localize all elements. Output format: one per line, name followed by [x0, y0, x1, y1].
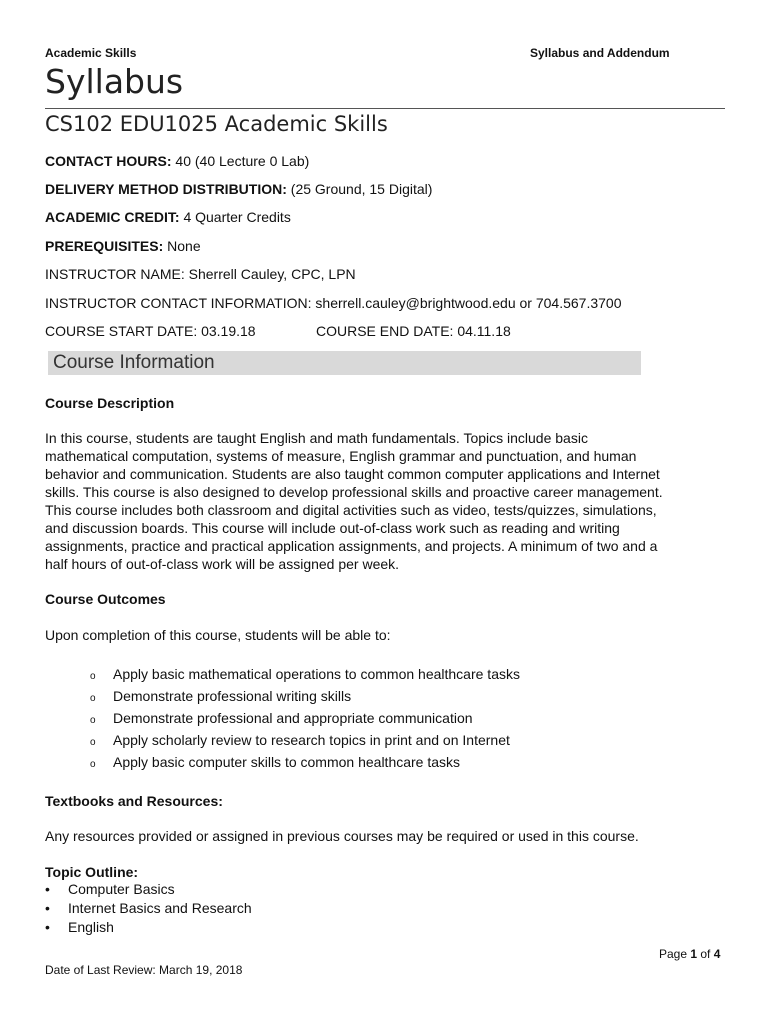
course-description-paragraph: [45, 429, 725, 573]
credit-label: ACADEMIC CREDIT:: [45, 209, 180, 225]
delivery-row: [45, 181, 432, 197]
topic-text: Internet Basics and Research: [68, 900, 252, 916]
last-review-date: Date of Last Review: March 19, 2018: [45, 963, 243, 977]
topic-text: Computer Basics: [68, 881, 175, 897]
contact-hours-row: [45, 153, 309, 169]
circle-bullet-icon: o: [90, 759, 96, 770]
bullet-icon: •: [45, 919, 50, 935]
circle-bullet-icon: o: [90, 715, 96, 726]
description-line: This course includes both classroom and digital activities such as video, tests/quizzes, simulations,: [45, 502, 657, 518]
credit-row: [45, 209, 291, 225]
prerequisites-label: PREREQUISITES:: [45, 238, 164, 254]
page-prefix: Page: [659, 947, 691, 961]
bullet-icon: •: [45, 881, 50, 897]
outcome-item: [90, 729, 520, 751]
course-outcomes-intro: Upon completion of this course, students will be able to:: [45, 627, 391, 643]
topic-item: [45, 899, 252, 918]
contact-hours-value: 40 (40 Lecture 0 Lab): [171, 153, 310, 169]
topic-outline-heading: Topic Outline:: [45, 864, 139, 880]
description-line: behavior and communication. Students are also taught common computer applications and Internet: [45, 466, 660, 482]
outcome-item: [90, 707, 520, 729]
outcome-item: [90, 751, 520, 773]
page-title: Syllabus: [45, 62, 184, 101]
outcome-text: Apply basic mathematical operations to common healthcare tasks: [113, 666, 520, 682]
instructor-name: INSTRUCTOR NAME: Sherrell Cauley, CPC, LPN: [45, 266, 356, 282]
circle-bullet-icon: o: [90, 693, 96, 704]
description-line: In this course, students are taught English and math fundamentals. Topics include basic: [45, 430, 588, 446]
instructor-contact: INSTRUCTOR CONTACT INFORMATION: sherrell.cauley@brightwood.edu or 704.567.3700: [45, 295, 622, 311]
contact-hours-label: CONTACT HOURS:: [45, 153, 172, 169]
description-line: and discussion boards. This course will include out-of-class work such as reading and writing: [45, 520, 620, 536]
topic-item: [45, 918, 252, 937]
textbooks-text: Any resources provided or assigned in previous courses may be required or used in this course.: [45, 828, 639, 844]
description-line: skills. This course is also designed to develop professional skills and proactive career management.: [45, 484, 663, 500]
page-total: 4: [713, 947, 721, 961]
page-of: of: [697, 947, 714, 961]
section-heading-course-information: Course Information: [53, 352, 215, 373]
prerequisites-value: None: [163, 238, 201, 254]
circle-bullet-icon: o: [90, 737, 96, 748]
course-outcomes-list: [90, 663, 520, 773]
outcome-text: Apply basic computer skills to common healthcare tasks: [113, 754, 461, 770]
circle-bullet-icon: o: [90, 671, 96, 682]
outcome-text: Apply scholarly review to research topics in print and on Internet: [113, 732, 510, 748]
textbooks-heading: Textbooks and Resources:: [45, 793, 223, 809]
outcome-item: [90, 685, 520, 707]
outcome-item: [90, 663, 520, 685]
header-doc-type: Syllabus and Addendum: [530, 46, 670, 60]
topic-text: English: [68, 919, 114, 935]
course-description-heading: Course Description: [45, 395, 175, 411]
bullet-icon: •: [45, 900, 50, 916]
page-current: 1: [690, 947, 698, 961]
topic-item: [45, 880, 252, 899]
course-start-date: COURSE START DATE: 03.19.18: [45, 323, 256, 339]
prerequisites-row: [45, 238, 201, 254]
description-line: assignments, practice and practical application assignments, and projects. A minimum of two and a: [45, 538, 658, 554]
credit-value: 4 Quarter Credits: [179, 209, 291, 225]
header-course-name: Academic Skills: [45, 46, 137, 60]
topic-outline-list: [45, 880, 252, 937]
description-line: mathematical computation, systems of measure, English grammar and punctuation, and human: [45, 448, 637, 464]
page-number: [659, 947, 720, 961]
description-line: half hours of out-of-class work will be assigned per week.: [45, 556, 400, 572]
outcome-text: Demonstrate professional and appropriate communication: [113, 710, 473, 726]
title-divider: [45, 108, 725, 109]
outcome-text: Demonstrate professional writing skills: [113, 688, 352, 704]
delivery-value: (25 Ground, 15 Digital): [286, 181, 433, 197]
course-end-date: COURSE END DATE: 04.11.18: [316, 323, 511, 339]
course-title: CS102 EDU1025 Academic Skills: [45, 112, 388, 136]
delivery-label: DELIVERY METHOD DISTRIBUTION:: [45, 181, 287, 197]
course-outcomes-heading: Course Outcomes: [45, 591, 166, 607]
